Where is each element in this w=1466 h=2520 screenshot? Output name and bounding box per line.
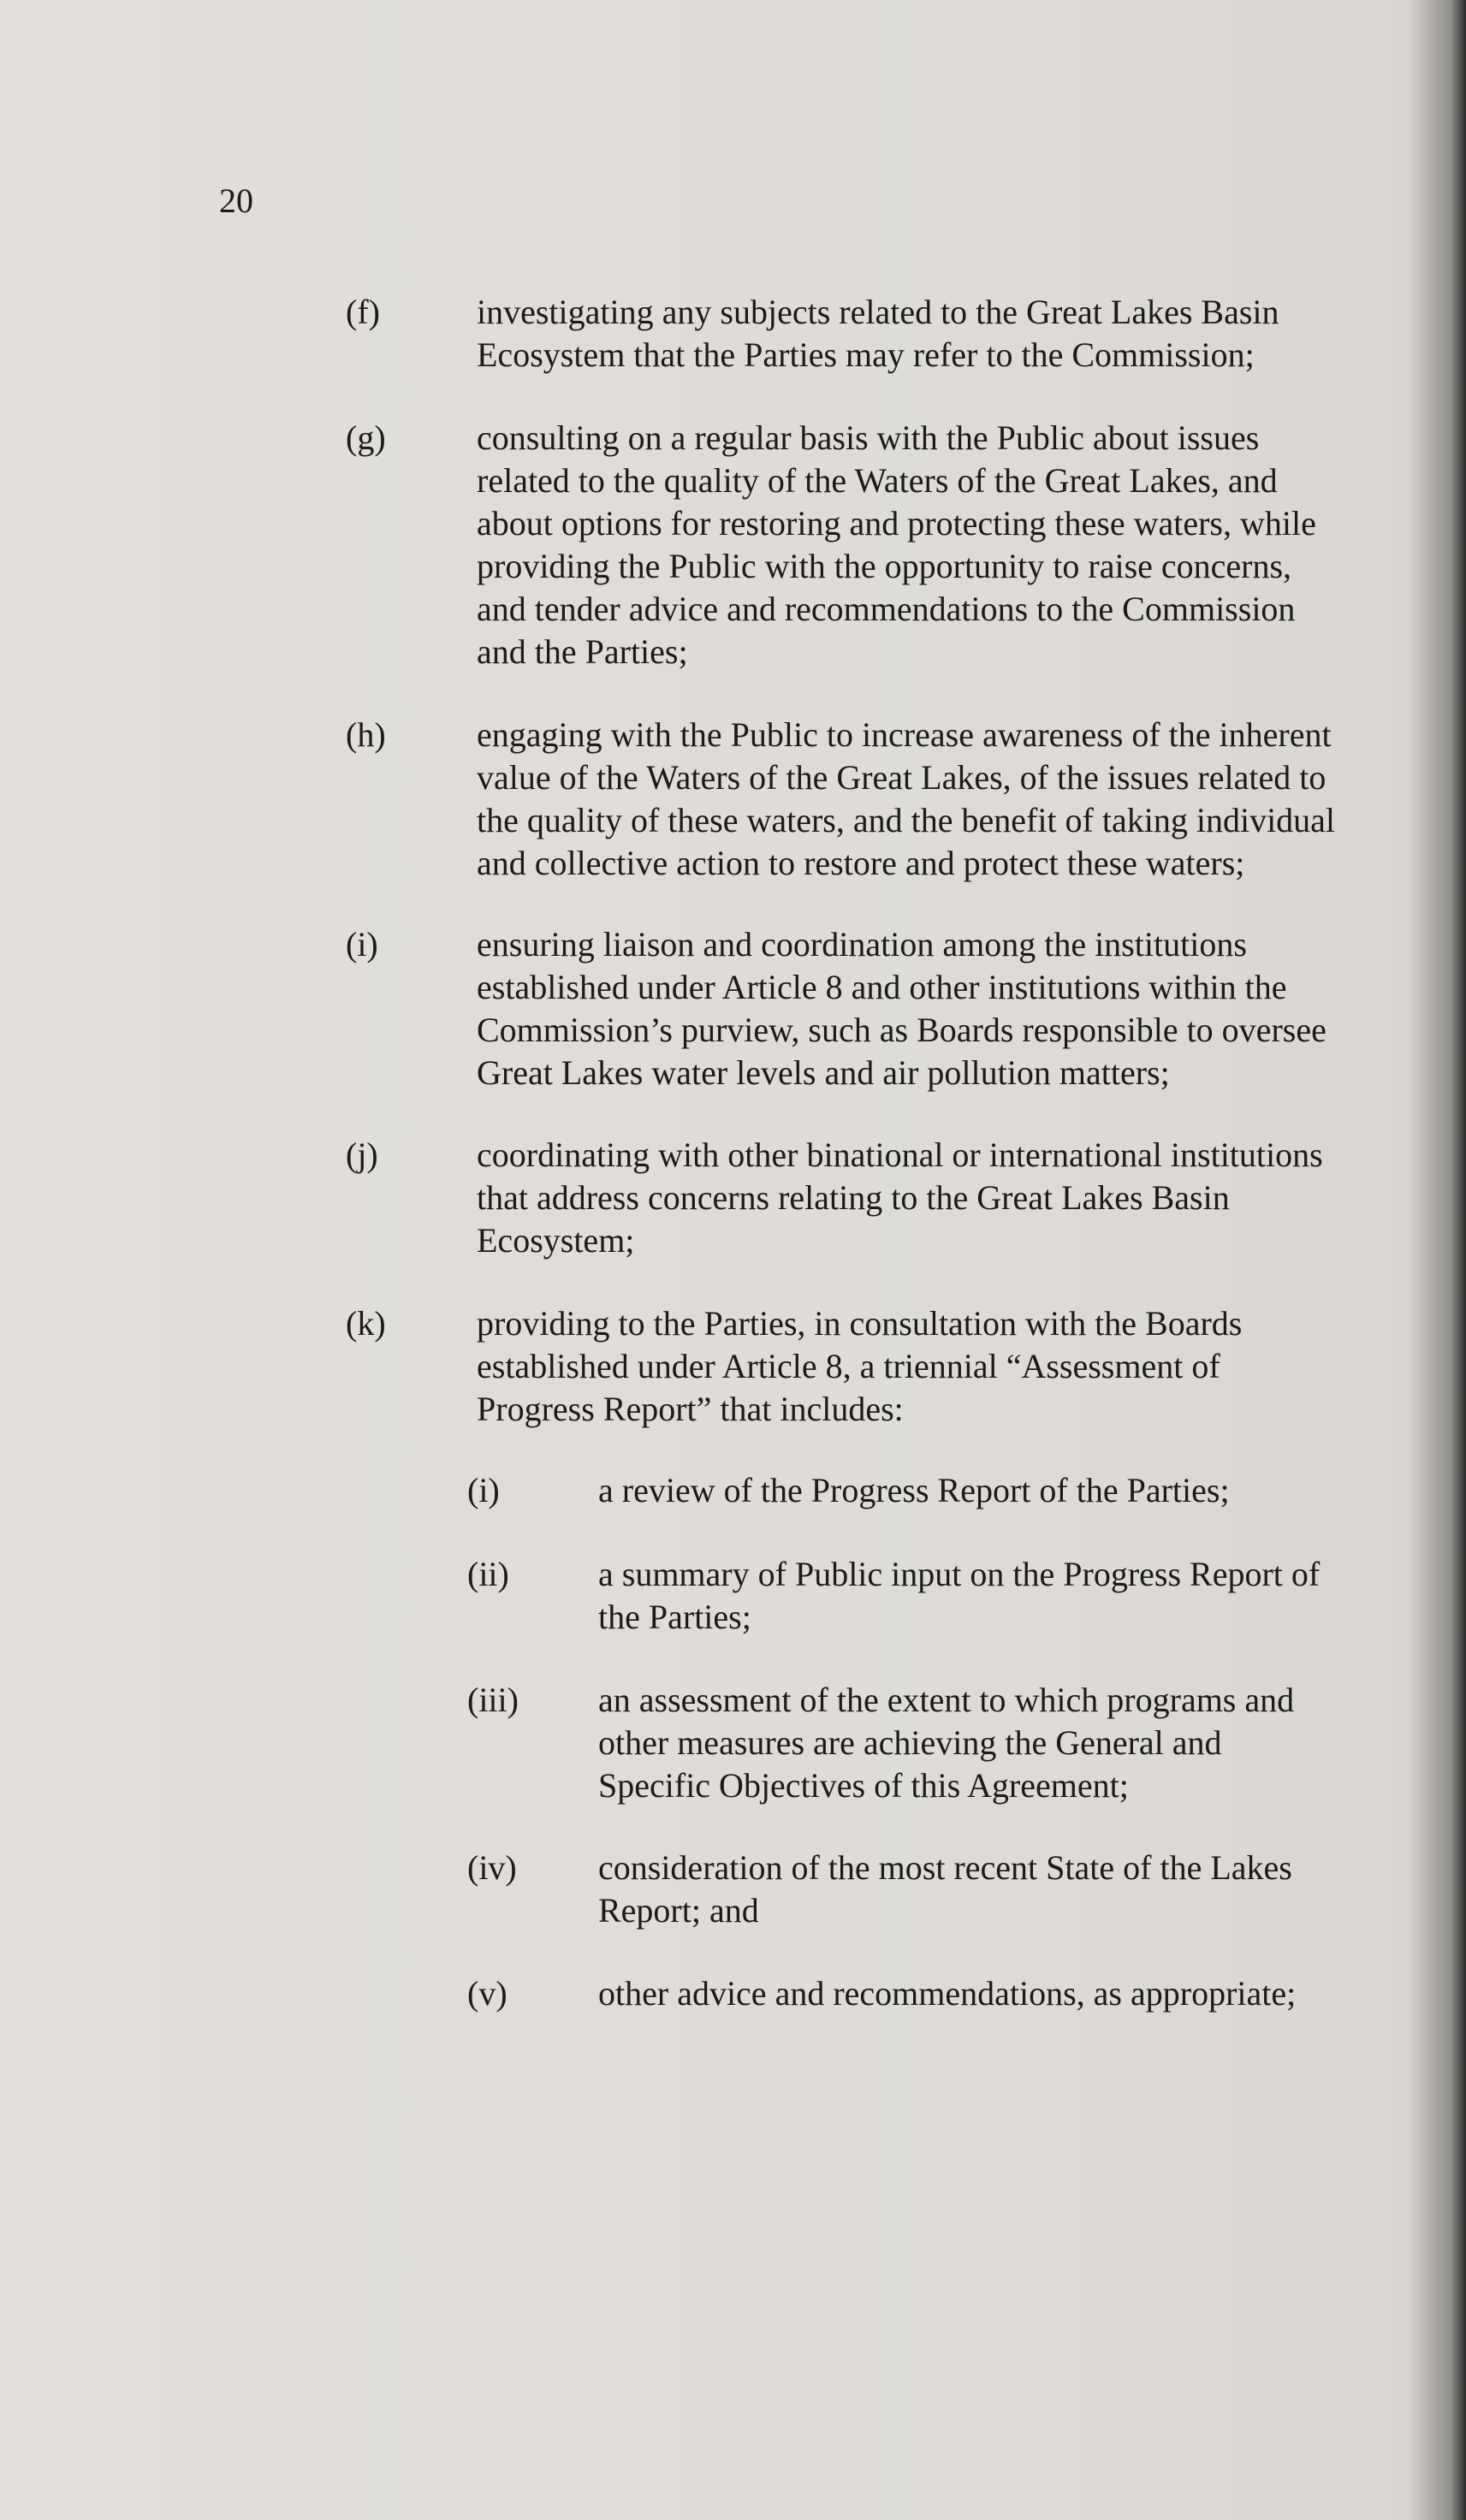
text-line: a review of the Progress Report of the Parties; [598, 1471, 1230, 1509]
text-line: Great Lakes water levels and air pollution matters; [477, 1053, 1170, 1092]
text-line: consideration of the most recent State of the Lakes [598, 1848, 1292, 1887]
text-line: Specific Objectives of this Agreement; [598, 1766, 1129, 1805]
text-line: Ecosystem that the Parties may refer to the Commission; [477, 335, 1255, 374]
item-label: (j) [346, 1135, 378, 1174]
sub-item-text [598, 1553, 1394, 1639]
sub-item-text [598, 1972, 1394, 2015]
sub-item-text [598, 1847, 1394, 1932]
text-line: that address concerns relating to the Great Lakes Basin [477, 1178, 1230, 1217]
text-line: an assessment of the extent to which programs and [598, 1681, 1295, 1719]
text-line: a summary of Public input on the Progress Report of [598, 1555, 1321, 1593]
sub-item-text [598, 1469, 1394, 1512]
item-text [477, 417, 1401, 673]
text-line: established under Article 8 and other institutions within the [477, 968, 1287, 1006]
page-number: 20 [219, 181, 253, 220]
text-line: and the Parties; [477, 632, 688, 671]
text-line: and tender advice and recommendations to the Commission [477, 590, 1296, 628]
text-line: the quality of these waters, and the benefit of taking individual [477, 801, 1336, 839]
text-line: engaging with the Public to increase awareness of the inherent [477, 715, 1332, 754]
item-label: (h) [346, 715, 386, 754]
text-line: providing the Public with the opportunity to raise concerns, [477, 547, 1292, 585]
sub-item-text [598, 1679, 1394, 1807]
sub-item-label: (ii) [467, 1555, 509, 1593]
sub-item-label: (iv) [467, 1848, 517, 1887]
text-line: ensuring liaison and coordination among the institutions [477, 925, 1247, 964]
item-text [477, 714, 1401, 885]
item-label: (k) [346, 1304, 386, 1343]
text-line: other advice and recommendations, as appropriate; [598, 1974, 1297, 2013]
sub-item-label: (iii) [467, 1681, 519, 1719]
text-line: Progress Report” that includes: [477, 1390, 904, 1428]
sub-item-label: (i) [467, 1471, 500, 1509]
text-line: value of the Waters of the Great Lakes, of the issues related to [477, 758, 1327, 797]
text-line: coordinating with other binational or international institutions [477, 1135, 1323, 1174]
text-line: investigating any subjects related to the Great Lakes Basin [477, 293, 1279, 331]
text-line: Commission’s purview, such as Boards responsible to oversee [477, 1011, 1327, 1049]
item-text [477, 291, 1401, 377]
item-label: (i) [346, 925, 378, 964]
text-line: related to the quality of the Waters of the Great Lakes, and [477, 461, 1278, 500]
text-line: about options for restoring and protecting these waters, while [477, 504, 1316, 543]
text-line: the Parties; [598, 1598, 751, 1636]
item-label: (f) [346, 293, 380, 331]
text-line: other measures are achieving the General and [598, 1723, 1222, 1762]
item-text [477, 923, 1401, 1094]
text-line: consulting on a regular basis with the Public about issues [477, 418, 1260, 457]
text-line: Ecosystem; [477, 1221, 635, 1260]
sub-item-label: (v) [467, 1974, 507, 2013]
text-line: and collective action to restore and protect these waters; [477, 844, 1245, 882]
text-line: Report; and [598, 1891, 759, 1930]
item-text [477, 1134, 1401, 1262]
text-line: established under Article 8, a triennial “Assessment of [477, 1347, 1220, 1385]
text-line: providing to the Parties, in consultation with the Boards [477, 1304, 1243, 1343]
item-label: (g) [346, 418, 386, 457]
item-text [477, 1302, 1401, 1431]
